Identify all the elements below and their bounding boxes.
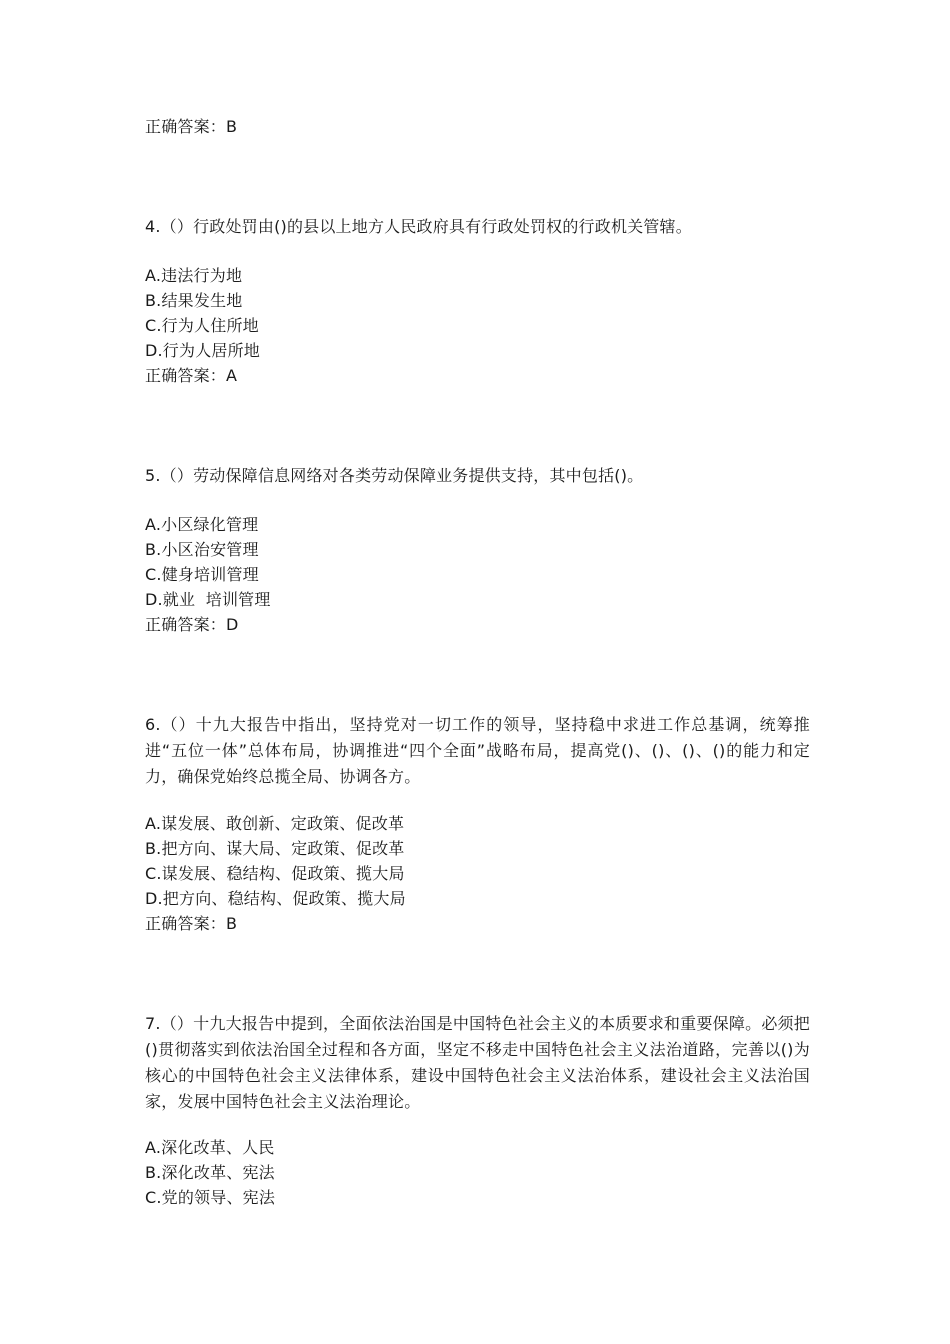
question-6-stem: 6.（）十九大报告中指出，坚持党对一切工作的领导，坚持稳中求进工作总基调，统筹推进“五位一体”总体布局，协调推进“四个全面”战略布局，提高党()、()、()、()的能力和定力，确保党始终总揽全局、协调各方。 bbox=[145, 715, 810, 786]
question-7-option-c: C.党的领导、宪法 bbox=[145, 1188, 276, 1207]
question-5-stem: 5.（）劳动保障信息网络对各类劳动保障业务提供支持，其中包括()。 bbox=[145, 466, 644, 485]
question-6-option-c: C.谋发展、稳结构、促政策、揽大局 bbox=[145, 864, 405, 883]
question-4-option-a: A.违法行为地 bbox=[145, 266, 243, 285]
question-7-option-a: A.深化改革、人民 bbox=[145, 1138, 275, 1157]
question-4-answer: 正确答案：A bbox=[145, 366, 238, 385]
question-4-stem: 4.（）行政处罚由()的县以上地方人民政府具有行政处罚权的行政机关管辖。 bbox=[145, 217, 692, 236]
question-5-option-a: A.小区绿化管理 bbox=[145, 515, 259, 534]
question-6-answer: 正确答案：B bbox=[145, 914, 238, 933]
question-6-option-d: D.把方向、稳结构、促政策、揽大局 bbox=[145, 889, 406, 908]
question-4-option-b: B.结果发生地 bbox=[145, 291, 243, 310]
question-5-answer: 正确答案：D bbox=[145, 615, 239, 634]
question-4-option-c: C.行为人住所地 bbox=[145, 316, 259, 335]
question-5-option-d: D.就业 培训管理 bbox=[145, 590, 271, 609]
question-6-option-a: A.谋发展、敢创新、定政策、促改革 bbox=[145, 814, 405, 833]
question-7-option-b: B.深化改革、宪法 bbox=[145, 1163, 275, 1182]
question-5-option-c: C.健身培训管理 bbox=[145, 565, 259, 584]
previous-answer: 正确答案：B bbox=[145, 117, 238, 136]
question-5-option-b: B.小区治安管理 bbox=[145, 540, 259, 559]
question-6-option-b: B.把方向、谋大局、定政策、促改革 bbox=[145, 839, 405, 858]
question-7-stem: 7.（）十九大报告中提到，全面依法治国是中国特色社会主义的本质要求和重要保障。必须把()贯彻落实到依法治国全过程和各方面，坚定不移走中国特色社会主义法治道路，完善以()为核心的中国特色社会主义法律体系，建设中国特色社会主义法治体系，建设社会主义法治国家，发展中国特色社会主义法治理论。 bbox=[145, 1014, 810, 1111]
question-4-option-d: D.行为人居所地 bbox=[145, 341, 261, 360]
